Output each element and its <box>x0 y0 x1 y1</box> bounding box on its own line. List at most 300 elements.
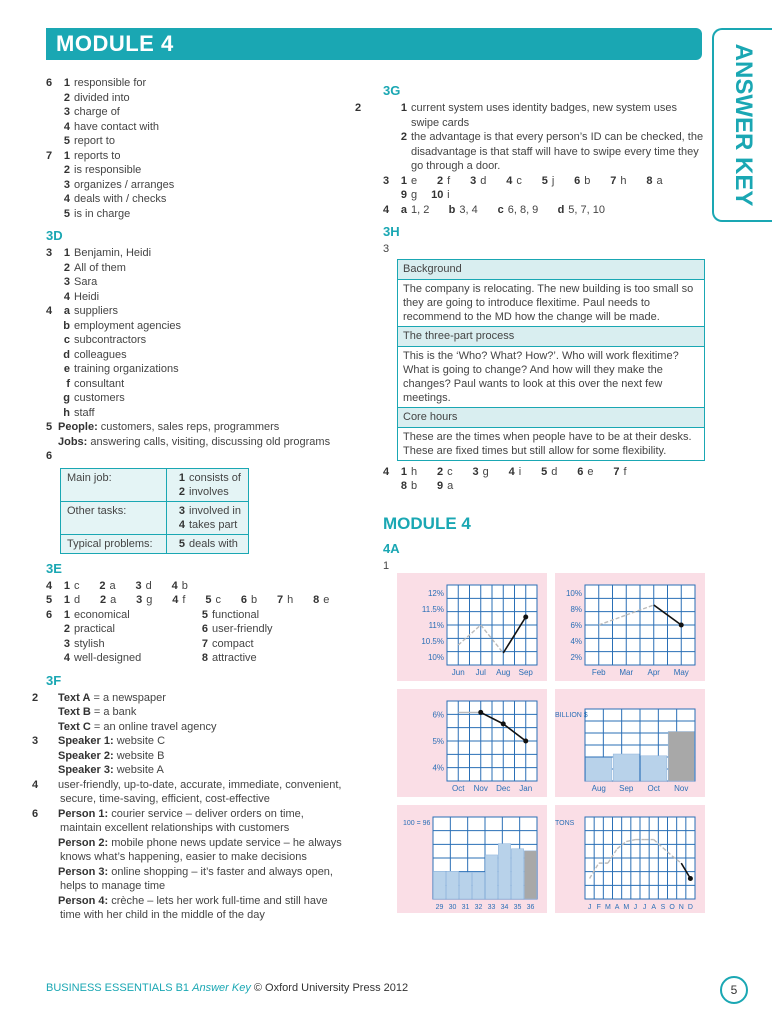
item-text: g <box>482 465 489 478</box>
answer-line <box>46 836 346 865</box>
item-text: a <box>656 174 663 187</box>
tick-label: Aug <box>591 784 606 793</box>
item-label: 2 <box>63 91 70 104</box>
bar <box>668 732 694 782</box>
data-point <box>478 710 483 715</box>
inline-answer <box>94 594 116 606</box>
col-cell <box>46 622 196 637</box>
answer-line <box>46 420 346 435</box>
answer-line <box>46 163 346 178</box>
question-number: 5 <box>46 421 53 433</box>
tick-label: 30 <box>448 904 457 911</box>
answer-line <box>355 101 708 130</box>
answer-line <box>46 304 346 319</box>
item-text: e <box>323 594 330 606</box>
answer-line <box>46 449 346 464</box>
item-text: website C <box>116 735 166 747</box>
item-label: e <box>63 363 70 375</box>
answer-line <box>32 734 346 749</box>
block-body: This is the ‘Who? What? How?’. Who will work flexitime? What is going to change? And how will they make the changes? Paul wants to look at this over the next few meetings. <box>398 347 704 408</box>
item-label: 2 <box>178 485 185 498</box>
item-text: 5, 7, 10 <box>568 203 605 216</box>
item-text: functional <box>212 608 260 621</box>
item-text: h <box>411 465 418 478</box>
item-text: report to <box>74 135 115 147</box>
item-text: involves <box>189 485 229 498</box>
answer-line <box>46 579 346 594</box>
question-number: 2 <box>32 691 39 704</box>
answer-line <box>46 608 346 623</box>
tick-label: 29 <box>435 904 444 911</box>
item-label: 8 <box>201 652 208 664</box>
item-text: = a newspaper <box>93 691 166 704</box>
chart-panel <box>397 689 547 797</box>
inline-answer <box>431 466 453 478</box>
section-3e: 3E <box>46 560 62 576</box>
item-label: 2 <box>63 623 70 635</box>
chart-2 <box>555 573 705 681</box>
item-label: 6 <box>201 623 208 635</box>
item-label: 5 <box>541 465 548 478</box>
item-text: compact <box>212 637 254 650</box>
item-text: deals with <box>189 537 238 550</box>
item-text: user-friendly <box>212 623 273 635</box>
item-label: 3 <box>472 465 479 478</box>
item-label: 2 <box>437 174 444 187</box>
table-entry <box>173 537 242 551</box>
item-label: 4 <box>178 518 185 531</box>
item-label: 5 <box>63 207 70 220</box>
tick-label: Oct <box>647 784 660 793</box>
item-label: 4 <box>508 465 515 478</box>
item-text: takes part <box>189 518 238 531</box>
question-number: 6 <box>46 77 53 89</box>
item-text: c <box>215 594 221 606</box>
item-text: consists of <box>189 471 241 484</box>
tick-label: J <box>642 904 647 911</box>
item-text: c <box>447 465 453 478</box>
item-label: 2 <box>99 579 106 592</box>
tick-label: A <box>651 904 657 911</box>
item-text: e <box>587 465 594 478</box>
item-text: i <box>447 189 450 201</box>
item-label: a <box>63 305 70 317</box>
bar <box>498 844 510 899</box>
inline-answer <box>607 466 626 478</box>
answer-line <box>46 637 346 652</box>
item-label: 5 <box>178 537 185 550</box>
section-3d: 3D <box>46 228 63 243</box>
answer-line <box>32 778 346 807</box>
item-text: f <box>623 465 627 478</box>
answer-line <box>46 651 346 666</box>
item-text: Sara <box>74 276 98 288</box>
answer-line <box>46 705 346 720</box>
tick-label: A <box>614 904 620 911</box>
tick-label: 10.5% <box>421 637 444 646</box>
tick-label: 34 <box>500 904 509 911</box>
item-text: website A <box>116 764 164 776</box>
answer-line <box>383 174 708 203</box>
col-cell <box>196 637 346 652</box>
answer-line <box>46 894 346 923</box>
tick-label: 32 <box>474 904 483 911</box>
inline-answer <box>464 175 486 187</box>
keyword: Text A <box>58 691 91 704</box>
item-label: 2 <box>437 465 444 478</box>
item-text: attractive <box>212 652 257 664</box>
item-text: g <box>411 189 418 201</box>
inline-answer <box>130 580 152 592</box>
keyword: Person 2: <box>58 836 109 849</box>
tick-label: 35 <box>513 904 522 911</box>
bar <box>586 758 612 781</box>
item-label: f <box>66 377 70 390</box>
tick-label: Nov <box>674 784 689 793</box>
answer-line <box>46 275 346 290</box>
item-label: 7 <box>276 594 284 606</box>
tick-label: 11.5% <box>421 605 444 614</box>
answer-line <box>46 105 346 120</box>
item-text: a <box>110 594 117 606</box>
inline-answer <box>58 594 80 606</box>
item-text: economical <box>74 608 130 621</box>
question-number: 2 <box>355 102 362 114</box>
chart-panel <box>555 573 705 681</box>
item-label: 1 <box>63 579 70 592</box>
item-text: crèche – lets her work full-time and still have time with her child in the middle of the day <box>60 894 328 921</box>
footer-sub: Answer Key <box>192 982 251 994</box>
item-label: 1 <box>63 608 70 621</box>
bar <box>433 871 445 899</box>
item-text: Benjamin, Heidi <box>74 247 152 259</box>
module-banner <box>46 28 702 60</box>
answer-line <box>46 622 346 637</box>
item-text: consultant <box>74 377 125 390</box>
three-h-table <box>397 259 705 461</box>
answer-line <box>46 348 346 363</box>
item-label: 4 <box>63 193 70 205</box>
item-label: 8 <box>646 174 653 187</box>
answer-line <box>46 333 346 348</box>
inline-answer <box>58 580 80 592</box>
jobs-label: Jobs: <box>58 435 88 448</box>
item-label: 5 <box>201 608 208 621</box>
module-title: MODULE 4 <box>56 31 174 56</box>
item-label: 1 <box>63 77 70 89</box>
people-text: customers, sales reps, programmers <box>100 421 280 433</box>
item-label: 1 <box>400 174 407 187</box>
bar <box>524 851 536 899</box>
item-label: 3 <box>470 174 477 187</box>
answer-line <box>46 246 346 261</box>
block-heading: Background <box>398 260 704 280</box>
item-label: 2 <box>400 131 407 143</box>
item-label: d <box>557 203 565 216</box>
answer-line <box>46 207 346 222</box>
tick-label: Dec <box>496 784 511 793</box>
inline-answer <box>536 175 554 187</box>
table-row <box>61 534 249 553</box>
item-label: b <box>63 319 70 332</box>
table-value-cell <box>167 501 249 534</box>
answer-line <box>46 763 346 778</box>
tick-label: 10% <box>427 653 444 662</box>
item-text: d <box>74 594 81 606</box>
block-heading: The three-part process <box>398 327 704 347</box>
tick-label: O <box>669 904 675 911</box>
data-point <box>679 623 684 628</box>
item-text: subcontractors <box>74 334 147 346</box>
answer-line <box>46 377 346 392</box>
chart-3 <box>397 689 547 797</box>
footer-book: BUSINESS ESSENTIALS B1 <box>46 982 190 994</box>
item-text: user-friendly, up-to-date, accurate, immediate, convenient, secure, time-saving, efficient, cost-effective <box>58 778 342 805</box>
question-number: 4 <box>46 579 53 592</box>
answer-line <box>32 691 346 706</box>
inline-answer <box>535 466 557 478</box>
item-text: deals with / checks <box>74 193 167 205</box>
item-label: 1 <box>400 465 407 478</box>
table-label-cell: Other tasks: <box>61 501 167 534</box>
tick-label: S <box>660 904 666 911</box>
chart-panel <box>555 689 705 797</box>
item-label: 3 <box>63 637 70 650</box>
answer-line <box>46 178 346 193</box>
answer-line <box>46 290 346 305</box>
axis-label: TONS <box>555 820 575 827</box>
col-cell <box>46 608 196 623</box>
item-text: stylish <box>74 637 105 650</box>
tick-label: Aug <box>496 668 511 677</box>
item-label: a <box>400 203 407 216</box>
item-text: responsible for <box>74 77 147 89</box>
answer-key-label: ANSWER KEY <box>730 43 757 207</box>
inline-answer <box>395 204 429 216</box>
item-text: the advantage is that every person’s ID can be checked, the disadvantage is that staff will have to swipe every time they go through a door. <box>411 131 704 172</box>
item-text: 6, 8, 9 <box>507 203 539 216</box>
item-text: d <box>551 465 558 478</box>
block-body: The company is relocating. The new building is too small so they are going to introduce flexitime. Paul needs to recommend to the MD how the change will be made. <box>398 280 704 327</box>
item-text: training organizations <box>74 363 179 375</box>
item-label: 1 <box>400 102 407 114</box>
bar <box>446 871 458 899</box>
chart-panel <box>397 805 547 913</box>
chart-6 <box>555 805 705 913</box>
item-text: 3, 4 <box>459 203 478 216</box>
item-label: 2 <box>63 164 70 176</box>
col-cell <box>46 637 196 652</box>
table-value-cell <box>167 468 249 501</box>
inline-answer <box>395 480 417 492</box>
tick-label: 11% <box>428 621 444 630</box>
item-text: b <box>250 594 258 606</box>
section-4a: 4A <box>383 540 400 556</box>
item-label: 10 <box>431 189 444 201</box>
item-text: involved in <box>189 504 241 517</box>
item-text: is in charge <box>74 207 131 220</box>
module-heading: MODULE 4 <box>383 513 471 533</box>
tick-label: M <box>604 904 611 911</box>
item-text: employment agencies <box>74 319 182 332</box>
item-text: h <box>620 174 627 187</box>
tick-label: Sep <box>619 784 634 793</box>
item-text: f <box>182 594 186 606</box>
col-cell <box>46 651 196 666</box>
item-label: 2 <box>100 594 107 606</box>
tick-label: 31 <box>461 904 470 911</box>
item-text: g <box>146 594 153 606</box>
item-text: online shopping – it’s faster and always open, helps to manage time <box>60 865 333 892</box>
question-number: 3 <box>32 735 39 747</box>
item-label: 1 <box>63 247 70 259</box>
question-number: 1 <box>383 559 390 572</box>
answer-line <box>46 593 346 608</box>
inline-answer <box>166 580 188 592</box>
item-text: website B <box>116 749 165 762</box>
item-text: 1, 2 <box>411 203 430 216</box>
item-text: staff <box>74 406 95 419</box>
inline-answer <box>307 594 329 606</box>
inline-answer <box>271 594 293 606</box>
item-text: d <box>145 579 152 592</box>
tick-label: 4% <box>432 763 444 773</box>
col-cell <box>196 608 346 623</box>
table-row <box>61 468 249 501</box>
inline-answer <box>395 175 417 187</box>
item-text: c <box>516 174 522 187</box>
inline-answer <box>604 175 626 187</box>
item-label: 6 <box>574 174 581 187</box>
bar <box>472 872 484 899</box>
item-label: 3 <box>136 594 143 606</box>
inline-answer <box>431 189 449 201</box>
answer-line <box>46 406 346 421</box>
bar <box>613 754 639 781</box>
question-number: 4 <box>46 305 53 317</box>
item-label: 3 <box>135 579 142 592</box>
item-label: 4 <box>63 290 70 303</box>
item-label: 6 <box>577 465 584 478</box>
answer-line <box>32 807 346 836</box>
item-label: 5 <box>63 135 70 147</box>
item-label: 2 <box>63 261 70 274</box>
inline-answer <box>503 466 521 478</box>
item-label: 4 <box>506 174 513 187</box>
tick-label: 12% <box>427 589 444 598</box>
answer-line <box>46 192 346 207</box>
keyword: Text C <box>58 720 91 733</box>
item-text: colleagues <box>74 348 127 361</box>
answer-line <box>46 749 346 764</box>
bar <box>485 855 497 899</box>
item-label: g <box>63 392 70 404</box>
tick-label: J <box>633 904 638 911</box>
tick-label: Mar <box>619 668 634 677</box>
chart-panel <box>397 573 547 681</box>
answer-line <box>46 76 346 91</box>
left-column <box>32 76 346 923</box>
tick-label: Feb <box>591 668 606 677</box>
answer-key-tab <box>712 28 772 222</box>
question-number: 6 <box>32 807 39 820</box>
item-label: 6 <box>240 594 247 606</box>
chart-panel <box>555 805 705 913</box>
bar <box>511 849 523 899</box>
section-3g: 3G <box>383 83 401 98</box>
item-text: j <box>551 174 555 187</box>
inline-answer <box>431 175 450 187</box>
item-label: h <box>63 406 70 419</box>
inline-answer <box>571 466 593 478</box>
item-label: 3 <box>178 504 185 517</box>
inline-answer <box>431 480 453 492</box>
footer <box>46 982 408 994</box>
item-label: 5 <box>541 174 548 187</box>
item-label: 8 <box>313 594 320 606</box>
question-number: 4 <box>383 465 390 478</box>
table-label-cell: Typical problems: <box>61 534 167 553</box>
inline-answer <box>130 594 152 606</box>
item-text: f <box>447 174 451 187</box>
inline-answer <box>443 204 477 216</box>
item-text: charge of <box>74 106 120 118</box>
jobs-text: answering calls, visiting, discussing old programs <box>90 435 331 448</box>
tick-label: Jul <box>475 668 486 677</box>
question-number: 4 <box>383 203 390 216</box>
tick-label: 8% <box>570 605 582 614</box>
tick-label: D <box>687 904 693 911</box>
keyword: Text B <box>58 706 91 718</box>
item-label: 3 <box>63 178 70 191</box>
section-3h: 3H <box>383 224 400 239</box>
answer-line <box>46 120 346 135</box>
tick-label: Sep <box>518 668 533 677</box>
axis-label: BILLION $ <box>555 712 588 719</box>
answer-line <box>383 130 708 174</box>
question-number: 6 <box>46 608 53 621</box>
item-label: 8 <box>400 480 407 492</box>
tick-label: Jun <box>451 668 465 677</box>
item-label: 7 <box>610 174 617 187</box>
item-text: practical <box>74 623 115 635</box>
item-label: 9 <box>400 189 407 201</box>
item-label: 4 <box>172 594 179 606</box>
question-number: 5 <box>46 594 53 606</box>
item-text: is responsible <box>74 164 142 176</box>
right-column <box>355 76 708 923</box>
item-text: well-designed <box>74 652 142 664</box>
item-text: e <box>411 174 418 187</box>
tick-label: 10% <box>565 589 582 598</box>
tick-label: 33 <box>487 904 496 911</box>
answer-line <box>46 91 346 106</box>
inline-answer <box>552 204 605 216</box>
item-text: reports to <box>74 149 121 162</box>
keyword: Speaker 1: <box>58 735 114 747</box>
tick-label: N <box>678 904 684 911</box>
axis-label: 100 = 96 <box>403 820 431 827</box>
item-label: 9 <box>437 480 444 492</box>
inline-answer <box>199 594 221 606</box>
item-label: c <box>497 203 504 216</box>
item-text: divided into <box>74 91 130 104</box>
inline-answer <box>94 580 116 592</box>
answer-line <box>46 435 346 450</box>
tick-label: 6% <box>570 621 582 630</box>
table-label-cell: Main job: <box>61 468 167 501</box>
keyword: Person 3: <box>58 865 109 878</box>
